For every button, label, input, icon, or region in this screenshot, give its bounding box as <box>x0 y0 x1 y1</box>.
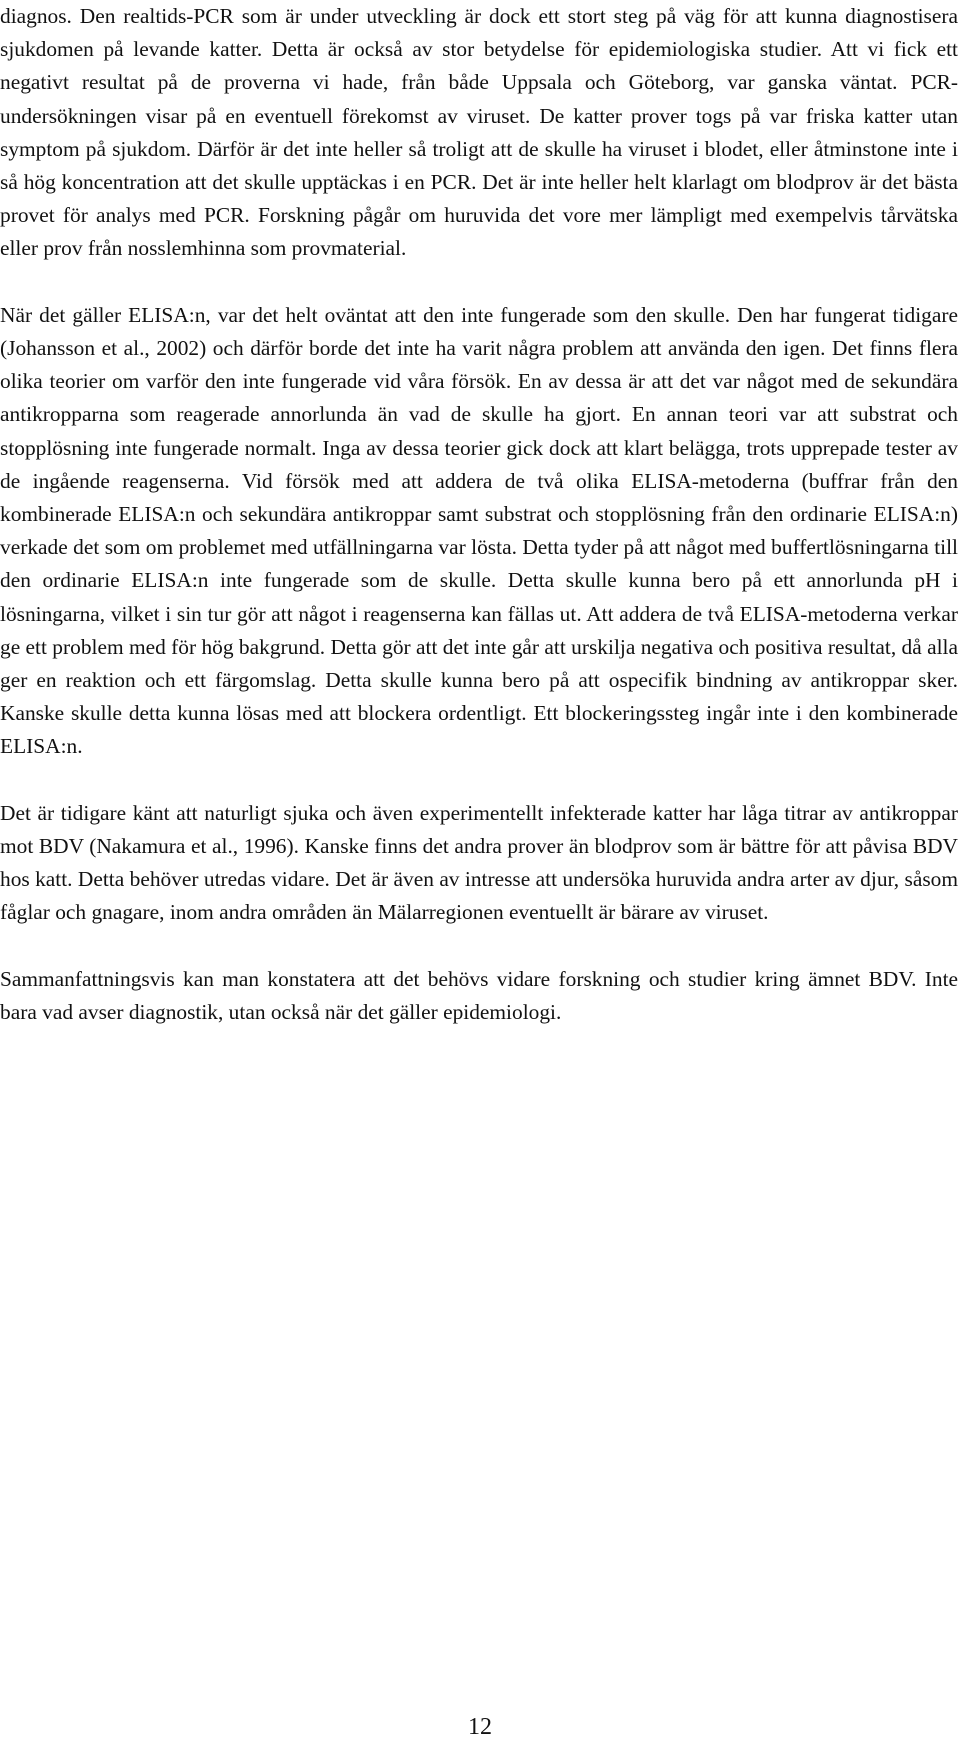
paragraph-antibody-titers: Det är tidigare känt att naturligt sjuka och även experimentellt infekterade katter har låga titrar av antikroppar mot BDV (Nakamura et al., 1996). Kanske finns det andra prover än blodprov som är bättre för att påvisa BDV hos katt. Detta behöver utredas vidare. Det är även av intresse att undersöka huruvida andra arter av djur, såsom fåglar och gnagare, inom andra områden än Mälarregionen eventuellt är bärare av viruset. <box>0 800 958 925</box>
paragraph-pcr-discussion: diagnos. Den realtids-PCR som är under utveckling är dock ett stort steg på väg för att kunna diagnostisera sjukdomen på levande katter. Detta är också av stor betydelse för epidemiologiska studier. Att vi fick ett negativt resultat på de proverna vi hade, från både Uppsala och Göteborg, var ganska väntat. PCR-undersökningen visar på en eventuell förekomst av viruset. De katter prover togs på var friska katter utan symptom på sjukdom. Därför är det inte heller så troligt att de skulle ha viruset i blodet, eller åtminstone inte i så hög koncentration att det skulle upptäckas i en PCR. Det är inte heller helt klarlagt om blodprov är det bästa provet för analys med PCR. Forskning pågår om huruvida det vore mer lämpligt med exempelvis tårvätska eller prov från nosslemhinna som provmaterial. <box>0 4 958 261</box>
page-number: 12 <box>468 1714 492 1740</box>
paragraph-elisa-discussion: När det gäller ELISA:n, var det helt oväntat att den inte fungerade som den skulle. Den har fungerat tidigare (Johansson et al., 2002) och därför borde det inte ha varit några problem att använda den igen. Det finns flera olika teorier om varför den inte fungerade vid våra försök. En av dessa är att det var något med de sekundära antikropparna som reagerade annorlunda än vad de skulle ha gjort. En annan teori var att substrat och stopplösning inte fungerade normalt. Inga av dessa teorier gick dock att klart belägga, trots upprepade tester av de ingående reagenserna. Vid försök med att addera de två olika ELISA-metoderna (buffrar från den kombinerade ELISA:n och sekundära antikroppar samt substrat och stopplösning från den ordinarie ELISA:n) verkade det som om problemet med utfällningarna var lösta. Detta tyder på att något med buffertlösningarna till den ordinarie ELISA:n inte fungerade som de skulle. Detta skulle kunna bero på ett annorlunda pH i lösningarna, vilket i sin tur gör att något i reagenserna kan fällas ut. Att addera de två ELISA-metoderna verkar ge ett problem med för hög bakgrund. Detta gör att det inte går att urskilja negativa och positiva resultat, då alla ger en reaktion och ett färgomslag. Detta skulle kunna bero på att ospecifik bindning av antikroppar sker. Kanske skulle detta kunna lösas med att blockera ordentligt. Ett blockeringssteg ingår inte i den kombinerade ELISA:n. <box>0 302 958 759</box>
paragraph-summary: Sammanfattningsvis kan man konstatera att det behövs vidare forskning och studier kring ämnet BDV. Inte bara vad avser diagnostik, utan också när det gäller epidemiologi. <box>0 966 958 1025</box>
